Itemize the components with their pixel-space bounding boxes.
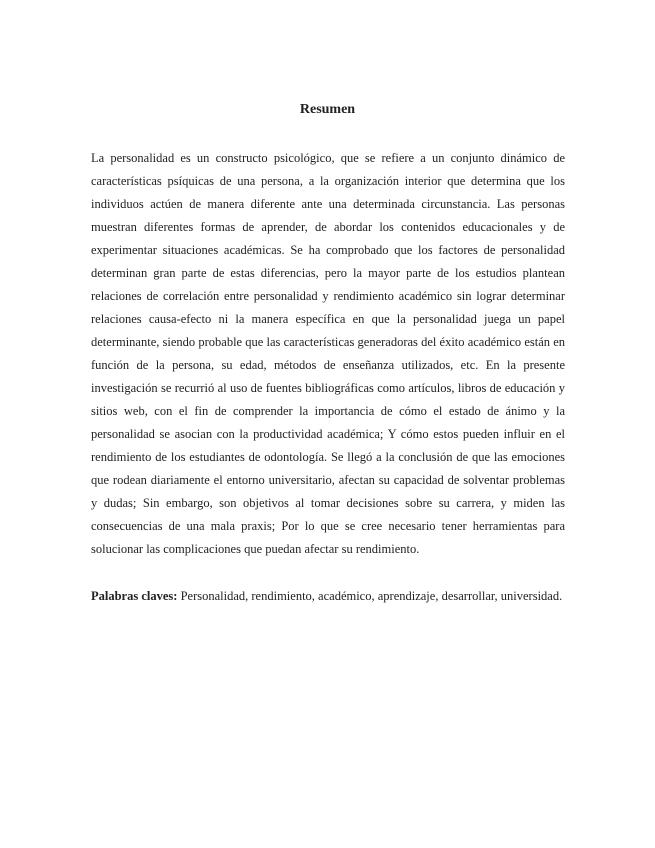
keywords-label: Palabras claves: <box>91 589 178 603</box>
page-title: Resumen <box>299 102 356 117</box>
keywords-paragraph <box>91 585 565 608</box>
keywords-list: Personalidad, rendimiento, académico, aprendizaje, desarrollar, universidad. <box>180 589 563 603</box>
abstract-paragraph: La personalidad es un constructo psicológico, que se refiere a un conjunto dinámico de características psíquicas de una persona, a la organización interior que determina que los individuos actúen de manera diferente ante una determinada circunstancia. Las personas muestran diferentes formas de aprender, de abordar los contenidos educacionales y de experimentar situaciones académicas. Se ha comprobado que los factores de personalidad determinan gran parte de estas diferencias, pero la mayor parte de los estudios plantean relaciones de correlación entre personalidad y rendimiento académico sin lograr determinar relaciones causa-efecto ni la manera específica en que la personalidad juega un papel determinante, siendo probable que las características generadoras del éxito académico están en función de la persona, su edad, métodos de enseñanza utilizados, etc. En la presente investigación se recurrió al uso de fuentes bibliográficas como artículos, libros de educación y sitios web, con el fin de comprender la importancia de cómo el estado de ánimo y la personalidad se asocian con la productividad académica; Y cómo estos pueden influir en el rendimiento de los estudiantes de odontología. Se llegó a la conclusión de que las emociones que rodean diariamente el entorno universitario, afectan su capacidad de solventar problemas y dudas; Sin embargo, son objetivos al tomar decisiones sobre su carrera, y miden las consecuencias de una mala praxis; Por lo que se cree necesario tener herramientas para solucionar las complicaciones que puedan afectar su rendimiento. <box>91 151 565 556</box>
